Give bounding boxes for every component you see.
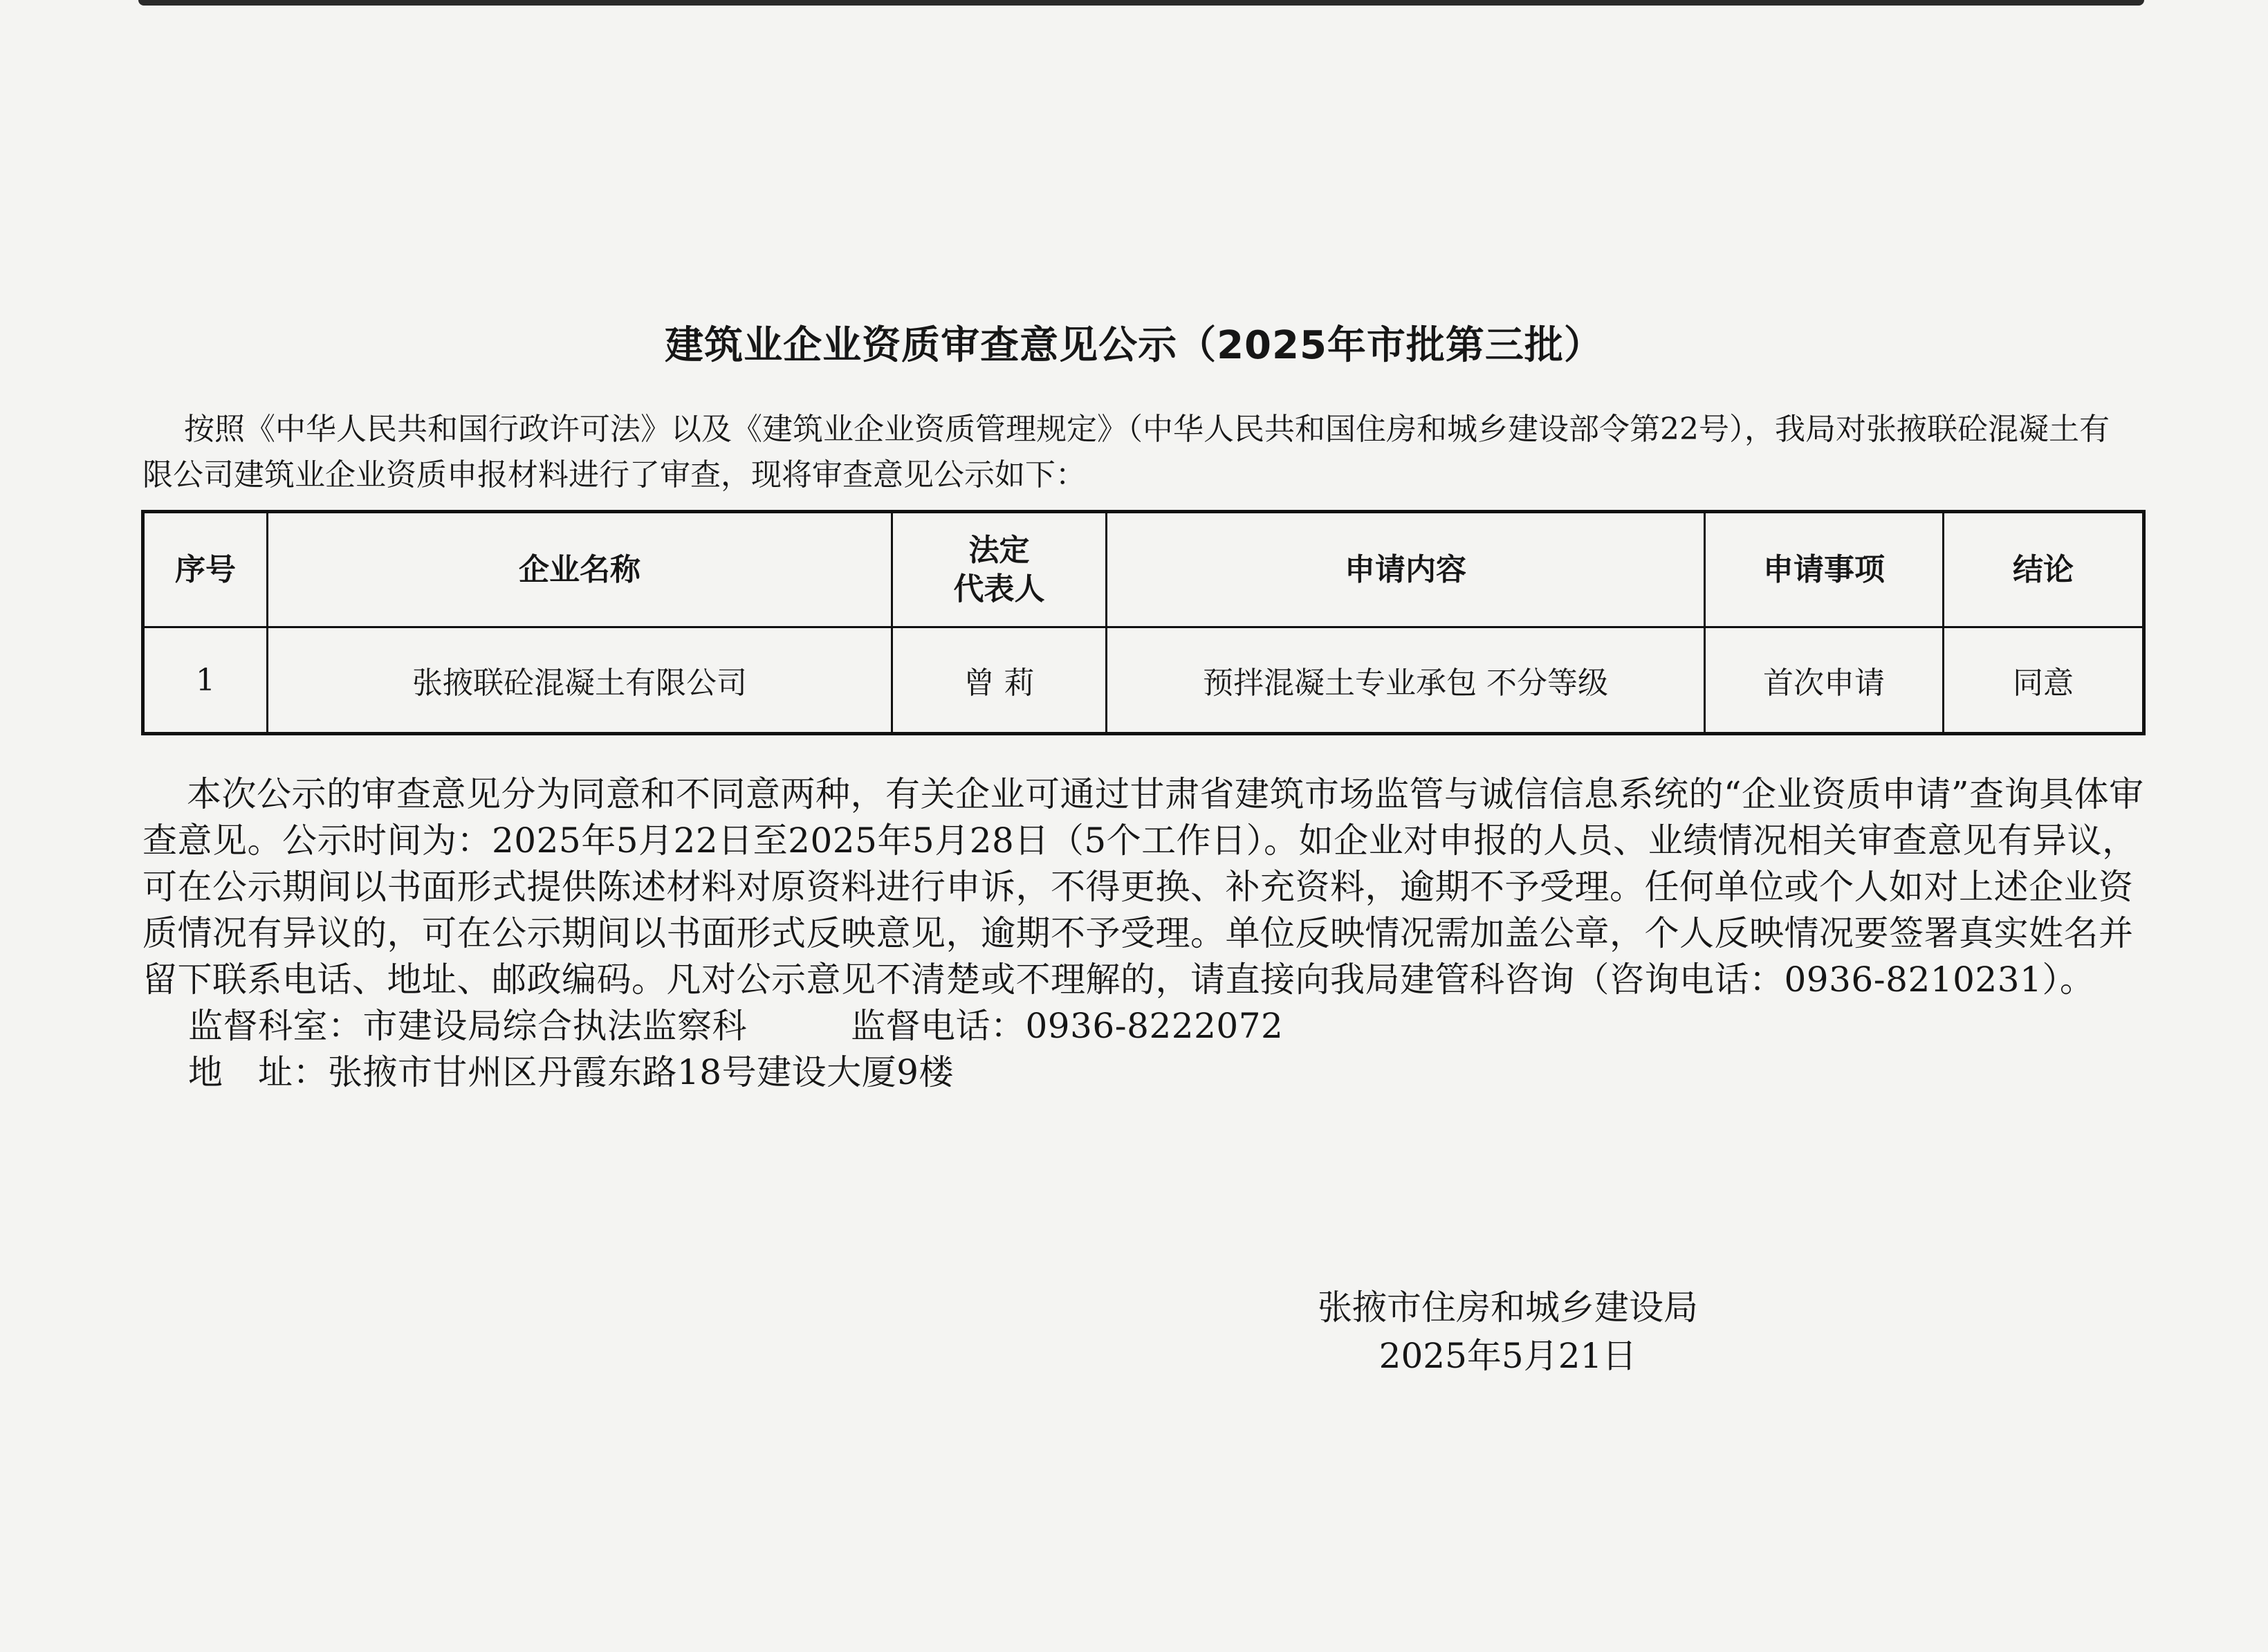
cell-seq: 1	[143, 627, 268, 734]
header-item: 申请事项	[1705, 512, 1944, 627]
cell-item: 首次申请	[1705, 627, 1944, 734]
table-header-row	[143, 512, 2144, 627]
cell-company: 张掖联砼混凝土有限公司	[268, 627, 892, 734]
supervision-office: 监督科室：市建设局综合执法监察科	[188, 1006, 747, 1046]
header-seq: 序号	[143, 512, 268, 627]
document-title: 建筑业企业资质审查意见公示（2025年市批第三批）	[665, 323, 1603, 368]
notice-section	[142, 771, 2148, 1096]
header-legal-rep	[892, 512, 1107, 627]
page-top-edge	[138, 0, 2144, 6]
address-line: 地 址：张掖市甘州区丹霞东路18号建设大厦9楼	[188, 1052, 954, 1092]
header-conclusion: 结论	[1944, 512, 2144, 627]
header-legal-rep-line2: 代表人	[953, 571, 1045, 607]
review-table	[141, 510, 2146, 735]
header-legal-rep-line1: 法定	[968, 532, 1030, 568]
cell-conclusion: 同意	[1944, 627, 2144, 734]
header-content: 申请内容	[1107, 512, 1705, 627]
intro-paragraph: 按照《中华人民共和国行政许可法》以及《建筑业企业资质管理规定》（中华人民共和国住房和城乡建设部令第22号），我局对张掖联砼混凝土有限公司建筑业企业资质申报材料进行了审查，现将审查意见公示如下：	[142, 412, 2110, 493]
cell-legal-rep: 曾 莉	[892, 627, 1107, 734]
signature-block	[1293, 1283, 1722, 1380]
cell-content: 预拌混凝土专业承包 不分等级	[1107, 627, 1705, 734]
issue-date: 2025年5月21日	[1379, 1336, 1637, 1376]
issuing-organization: 张掖市住房和城乡建设局	[1318, 1287, 1698, 1328]
table-row	[143, 627, 2144, 734]
notice-body: 本次公示的审查意见分为同意和不同意两种，有关企业可通过甘肃省建筑市场监管与诚信信息系统的“企业资质申请”查询具体审查意见。公示时间为：2025年5月22日至2025年5月28日（5个工作日）。如企业对申报的人员、业绩情况相关审查意见有异议，可在公示期间以书面形式提供陈述材料对原资料进行申诉，不得更换、补充资料，逾期不予受理。任何单位或个人如对上述企业资质情况有异议的，可在公示期间以书面形式反映意见，逾期不予受理。单位反映情况需加盖公章，个人反映情况要签署真实姓名并留下联系电话、地址、邮政编码。凡对公示意见不清楚或不理解的，请直接向我局建管科咨询（咨询电话：0936-8210231）。	[142, 774, 2144, 1000]
supervision-phone: 监督电话：0936-8222072	[851, 1006, 1284, 1046]
header-company: 企业名称	[268, 512, 892, 627]
supervision-line	[142, 1003, 2148, 1049]
